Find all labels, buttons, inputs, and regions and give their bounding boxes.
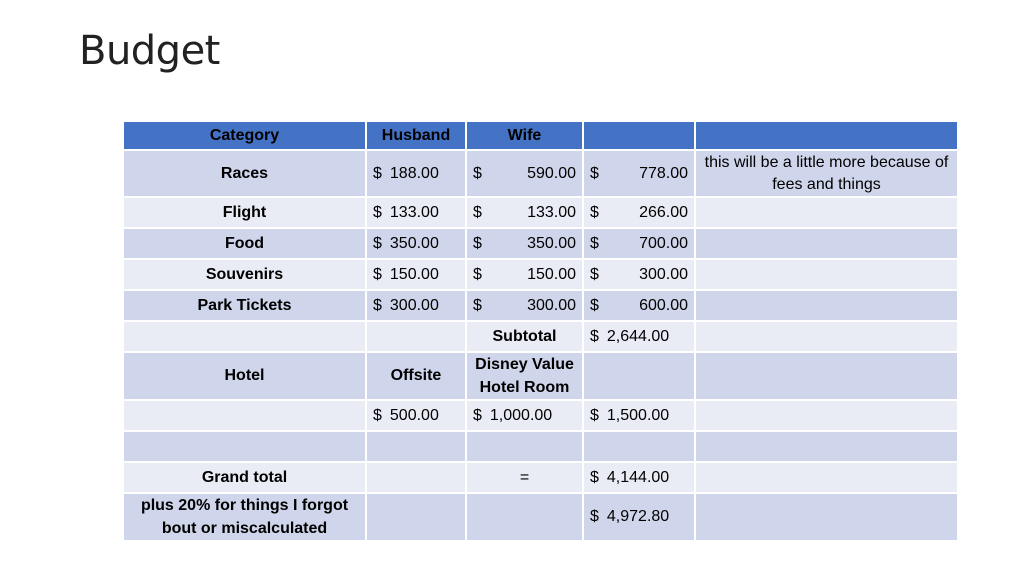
header-note <box>695 121 958 150</box>
row-husband: $ 133.00 <box>366 197 466 228</box>
row-wife: $ 350.00 <box>466 228 583 259</box>
table-row <box>123 259 958 290</box>
hotel-cost-total: $ 1,500.00 <box>583 400 695 431</box>
header-wife: Wife <box>466 121 583 150</box>
row-note: this will be a little more because of fees and things <box>695 150 958 197</box>
hotel-cost-offsite: $ 500.00 <box>366 400 466 431</box>
row-total: $ 300.00 <box>583 259 695 290</box>
row-wife: $ 133.00 <box>466 197 583 228</box>
subtotal-label: Subtotal <box>466 321 583 352</box>
row-note <box>695 197 958 228</box>
buffer-row <box>123 493 958 541</box>
hotel-option-offsite: Offsite <box>366 352 466 400</box>
grand-total-row <box>123 462 958 493</box>
row-total: $ 700.00 <box>583 228 695 259</box>
row-wife: $ 590.00 <box>466 150 583 197</box>
row-category: Races <box>123 150 366 197</box>
table-row <box>123 197 958 228</box>
budget-table <box>122 120 959 542</box>
header-husband: Husband <box>366 121 466 150</box>
row-total: $ 600.00 <box>583 290 695 321</box>
row-wife: $ 150.00 <box>466 259 583 290</box>
row-note <box>695 228 958 259</box>
buffer-label: plus 20% for things I forgot bout or miscalculated <box>123 493 366 541</box>
row-note <box>695 290 958 321</box>
row-husband: $ 350.00 <box>366 228 466 259</box>
hotel-cost-row <box>123 400 958 431</box>
row-total: $ 266.00 <box>583 197 695 228</box>
table-row <box>123 228 958 259</box>
row-category: Souvenirs <box>123 259 366 290</box>
row-note <box>695 259 958 290</box>
row-wife: $ 300.00 <box>466 290 583 321</box>
row-husband: $ 188.00 <box>366 150 466 197</box>
slide-title: Budget <box>79 28 220 74</box>
hotel-row <box>123 352 958 400</box>
grand-total-label: Grand total <box>123 462 366 493</box>
subtotal-row <box>123 321 958 352</box>
table-header-row <box>123 121 958 150</box>
header-category: Category <box>123 121 366 150</box>
hotel-cost-disney: $ 1,000.00 <box>466 400 583 431</box>
header-total <box>583 121 695 150</box>
subtotal-value: $ 2,644.00 <box>583 321 695 352</box>
table-row <box>123 150 958 197</box>
table-row <box>123 290 958 321</box>
grand-total-value: $ 4,144.00 <box>583 462 695 493</box>
row-category: Flight <box>123 197 366 228</box>
grand-total-equals: = <box>466 462 583 493</box>
row-husband: $ 300.00 <box>366 290 466 321</box>
empty-row <box>123 431 958 462</box>
row-category: Food <box>123 228 366 259</box>
buffer-value: $ 4,972.80 <box>583 493 695 541</box>
row-category: Park Tickets <box>123 290 366 321</box>
row-total: $ 778.00 <box>583 150 695 197</box>
hotel-option-disney: Disney Value Hotel Room <box>466 352 583 400</box>
hotel-label: Hotel <box>123 352 366 400</box>
row-husband: $ 150.00 <box>366 259 466 290</box>
